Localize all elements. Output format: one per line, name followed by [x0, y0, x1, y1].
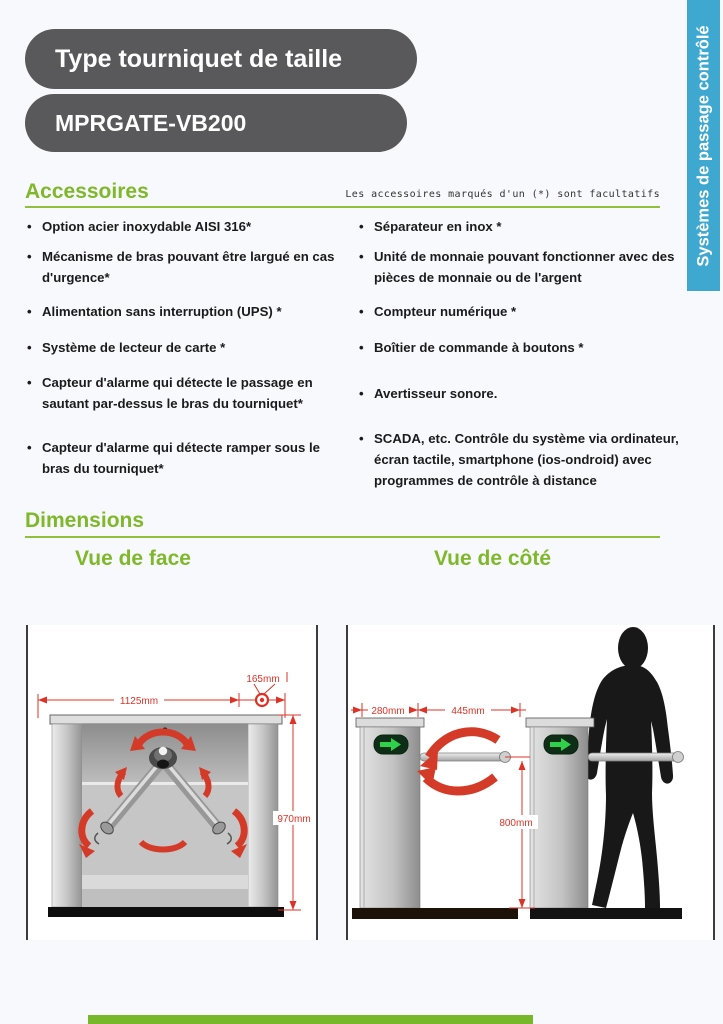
accessories-list-right: [357, 216, 679, 491]
accessory-item: • Séparateur en inox *: [357, 216, 679, 237]
accessory-item: • Compteur numérique *: [357, 301, 679, 322]
side-view-diagram: [346, 625, 715, 940]
dimension-depth-arm: [351, 703, 526, 717]
accessory-item: • Système de lecteur de carte *: [25, 337, 343, 358]
accessory-item: • Mécanisme de bras pouvant être largué en cas d'urgence*: [25, 246, 343, 288]
side-view-drawing: [348, 625, 713, 940]
accessory-item: • Capteur d'alarme qui détecte le passage en sautant par-dessus le bras du tourniquet*: [25, 372, 343, 414]
dimensions-divider: [25, 536, 660, 538]
side-arm-length-label: 445mm: [451, 706, 485, 717]
model-pill: [25, 94, 407, 152]
front-width-label: 1125mm: [119, 696, 159, 707]
turnstile-cabinet-side-left: [356, 718, 424, 908]
side-view-title: Vue de côté: [433, 547, 552, 570]
person-silhouette: [585, 627, 673, 908]
turnstile-arm-right: [588, 752, 684, 763]
green-arrow-icon: [550, 742, 561, 747]
accessory-item: • Unité de monnaie pouvant fonctionner avec des pièces de monnaie ou de l'argent: [357, 246, 679, 288]
accessory-item: • Boîtier de commande à boutons *: [357, 337, 679, 358]
accessories-divider: [25, 206, 660, 208]
category-banner: [687, 0, 720, 291]
title-pill: [25, 29, 417, 89]
accessory-item: • Capteur d'alarme qui détecte ramper sous le bras du tourniquet*: [25, 437, 343, 479]
dimension-width-1125: [38, 692, 285, 718]
category-banner-label: Systèmes de passage contrôlé: [694, 24, 712, 267]
accessory-item: • SCADA, etc. Contrôle du système via ordinateur, écran tactile, smartphone (ios-ondroid) avec programmes de contrôle à distance: [357, 428, 679, 491]
footer-accent-bar: [88, 1015, 533, 1024]
model-name: MPRGATE-VB200: [55, 109, 247, 136]
accessory-item: • Option acier inoxydable AISI 316*: [25, 216, 343, 237]
front-view-drawing: [28, 625, 316, 940]
dimension-offset-165: [240, 671, 287, 694]
side-depth-label: 280mm: [371, 706, 405, 717]
front-view-title: Vue de face: [75, 547, 191, 570]
dimension-height-970: [273, 715, 315, 910]
green-arrow-icon: [380, 742, 391, 747]
front-height-label: 970mm: [277, 814, 311, 825]
base-plate: [352, 908, 518, 919]
accessory-item: • Alimentation sans interruption (UPS) *: [25, 301, 343, 322]
direction-indicator: [374, 735, 408, 754]
accessories-list-left: [25, 216, 343, 479]
page-title: Type tourniquet de taille: [55, 44, 343, 73]
base-plate: [530, 908, 682, 919]
turnstile-cabinet-side-right: [526, 718, 594, 908]
accessories-note: Les accessoires marqués d'un (*) sont facultatifs: [345, 189, 660, 200]
direction-indicator: [544, 735, 578, 754]
base-plate: [48, 907, 284, 917]
rotation-arrows-side: [417, 732, 498, 791]
accessory-item: • Avertisseur sonore.: [357, 383, 679, 404]
dimensions-heading: Dimensions: [25, 509, 145, 532]
front-offset-label: 165mm: [246, 674, 280, 685]
side-arm-height-label: 800mm: [499, 818, 533, 829]
front-view-diagram: [26, 625, 318, 940]
accessories-heading: Accessoires: [25, 180, 149, 203]
